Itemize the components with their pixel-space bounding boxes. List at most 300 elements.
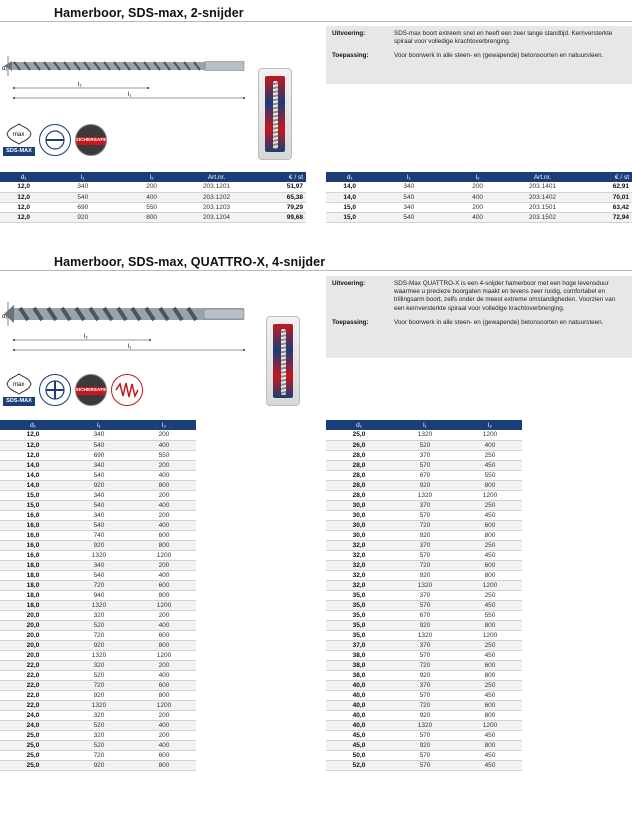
length-cell: 570 bbox=[392, 760, 458, 770]
diameter-cell: 45,0 bbox=[326, 740, 392, 750]
length-cell: 200 bbox=[132, 460, 196, 470]
article-number-cell: 203.1201 bbox=[185, 182, 248, 192]
diameter-cell: 12,0 bbox=[0, 450, 66, 460]
table-row bbox=[326, 500, 522, 510]
price-cell: 72,94 bbox=[574, 212, 632, 222]
length-cell: 600 bbox=[132, 750, 196, 760]
length-cell: 450 bbox=[458, 460, 522, 470]
length-cell: 370 bbox=[392, 590, 458, 600]
section2-title: Hamerboor, SDS-max, QUATTRO-X, 4-snijder bbox=[54, 255, 326, 269]
uitvoering-label: Uitvoering: bbox=[332, 280, 366, 287]
length-cell: 550 bbox=[458, 610, 522, 620]
length-cell: 720 bbox=[66, 580, 132, 590]
length-cell: 200 bbox=[132, 510, 196, 520]
diameter-cell: 28,0 bbox=[326, 470, 392, 480]
section2-size-table-left bbox=[0, 420, 196, 771]
sds-max-icon: max SDS-MAX bbox=[3, 372, 35, 406]
length-cell: 670 bbox=[392, 470, 458, 480]
product-package-image bbox=[266, 316, 300, 406]
section1-price-table-right bbox=[326, 172, 632, 223]
section2-title-rule bbox=[0, 270, 632, 271]
price-cell: 51,97 bbox=[248, 182, 306, 192]
length-cell: 320 bbox=[66, 660, 132, 670]
dim-d1-label: d₁ bbox=[2, 66, 8, 72]
length-cell: 540 bbox=[66, 470, 132, 480]
table-row bbox=[326, 710, 522, 720]
diameter-cell: 16,0 bbox=[0, 540, 66, 550]
length-cell: 800 bbox=[458, 530, 522, 540]
table-row bbox=[326, 700, 522, 710]
length-cell: 400 bbox=[458, 440, 522, 450]
length-cell: 540 bbox=[66, 500, 132, 510]
table-row bbox=[0, 182, 306, 192]
length-cell: 800 bbox=[132, 590, 196, 600]
length-cell: 340 bbox=[66, 460, 132, 470]
diameter-cell: 28,0 bbox=[326, 490, 392, 500]
diameter-cell: 35,0 bbox=[326, 620, 392, 630]
diameter-cell: 24,0 bbox=[0, 710, 66, 720]
length-cell: 200 bbox=[444, 182, 511, 192]
length-cell: 800 bbox=[458, 570, 522, 580]
diameter-cell: 28,0 bbox=[326, 480, 392, 490]
table-row bbox=[326, 570, 522, 580]
diameter-cell: 30,0 bbox=[326, 520, 392, 530]
diameter-cell: 35,0 bbox=[326, 610, 392, 620]
table-row bbox=[326, 202, 632, 212]
dim-l1-label: l₁ bbox=[128, 344, 132, 350]
length-cell: 720 bbox=[66, 630, 132, 640]
column-header: l₁ bbox=[47, 172, 118, 182]
length-cell: 1200 bbox=[458, 430, 522, 440]
table-row bbox=[0, 520, 196, 530]
table-row bbox=[326, 520, 522, 530]
article-number-cell: 203.1204 bbox=[185, 212, 248, 222]
diameter-cell: 32,0 bbox=[326, 560, 392, 570]
length-cell: 1320 bbox=[392, 720, 458, 730]
diameter-cell: 15,0 bbox=[0, 500, 66, 510]
length-cell: 250 bbox=[458, 680, 522, 690]
length-cell: 450 bbox=[458, 510, 522, 520]
length-cell: 320 bbox=[66, 730, 132, 740]
diameter-cell: 18,0 bbox=[0, 580, 66, 590]
table-row bbox=[0, 720, 196, 730]
length-cell: 920 bbox=[392, 670, 458, 680]
diameter-cell: 28,0 bbox=[326, 460, 392, 470]
table-row bbox=[0, 660, 196, 670]
product-package-image bbox=[258, 68, 292, 160]
length-cell: 570 bbox=[392, 750, 458, 760]
column-header: d₁ bbox=[0, 172, 47, 182]
diameter-cell: 38,0 bbox=[326, 650, 392, 660]
table-row bbox=[0, 570, 196, 580]
length-cell: 1320 bbox=[392, 580, 458, 590]
four-cutter-head-icon bbox=[39, 374, 71, 406]
article-number-cell: 203.1502 bbox=[511, 212, 574, 222]
sichersafe-icon: SICHERSAFE bbox=[75, 374, 107, 406]
length-cell: 250 bbox=[458, 540, 522, 550]
length-cell: 800 bbox=[132, 540, 196, 550]
length-cell: 570 bbox=[392, 510, 458, 520]
length-cell: 800 bbox=[132, 640, 196, 650]
length-cell: 920 bbox=[392, 570, 458, 580]
diameter-cell: 50,0 bbox=[326, 750, 392, 760]
diameter-cell: 12,0 bbox=[0, 212, 47, 222]
column-header: l₂ bbox=[118, 172, 185, 182]
diameter-cell: 14,0 bbox=[326, 192, 373, 202]
length-cell: 340 bbox=[66, 490, 132, 500]
table-row bbox=[326, 680, 522, 690]
diameter-cell: 20,0 bbox=[0, 630, 66, 640]
diameter-cell: 14,0 bbox=[326, 182, 373, 192]
length-cell: 570 bbox=[392, 600, 458, 610]
article-number-cell: 203.1203 bbox=[185, 202, 248, 212]
length-cell: 340 bbox=[47, 182, 118, 192]
table-row bbox=[0, 640, 196, 650]
table-row bbox=[0, 530, 196, 540]
diameter-cell: 30,0 bbox=[326, 530, 392, 540]
toepassing-text: Voor boorwerk in alle steen- en (gewapende) betonsoorten en natuursteen. bbox=[394, 318, 604, 326]
dim-l2-label: l₂ bbox=[78, 82, 82, 88]
length-cell: 450 bbox=[458, 600, 522, 610]
length-cell: 370 bbox=[392, 540, 458, 550]
diameter-cell: 40,0 bbox=[326, 680, 392, 690]
length-cell: 400 bbox=[132, 740, 196, 750]
length-cell: 920 bbox=[66, 480, 132, 490]
table-row bbox=[326, 590, 522, 600]
table-row bbox=[326, 640, 522, 650]
length-cell: 520 bbox=[66, 670, 132, 680]
diameter-cell: 15,0 bbox=[326, 202, 373, 212]
length-cell: 450 bbox=[458, 650, 522, 660]
diameter-cell: 52,0 bbox=[326, 760, 392, 770]
length-cell: 800 bbox=[118, 212, 185, 222]
length-cell: 720 bbox=[392, 560, 458, 570]
table-row bbox=[0, 430, 196, 440]
length-cell: 1200 bbox=[458, 720, 522, 730]
length-cell: 200 bbox=[132, 490, 196, 500]
table-row bbox=[0, 610, 196, 620]
table-row bbox=[326, 490, 522, 500]
column-header: l₂ bbox=[444, 172, 511, 182]
length-cell: 340 bbox=[66, 560, 132, 570]
table-row bbox=[0, 750, 196, 760]
table-row bbox=[0, 670, 196, 680]
diameter-cell: 35,0 bbox=[326, 600, 392, 610]
length-cell: 600 bbox=[132, 580, 196, 590]
length-cell: 200 bbox=[132, 730, 196, 740]
length-cell: 600 bbox=[132, 530, 196, 540]
length-cell: 540 bbox=[373, 192, 444, 202]
length-cell: 1320 bbox=[392, 430, 458, 440]
column-header: l₁ bbox=[392, 420, 458, 430]
table-row bbox=[0, 470, 196, 480]
length-cell: 250 bbox=[458, 450, 522, 460]
diameter-cell: 18,0 bbox=[0, 570, 66, 580]
diameter-cell: 30,0 bbox=[326, 500, 392, 510]
article-number-cell: 203.1501 bbox=[511, 202, 574, 212]
diameter-cell: 14,0 bbox=[0, 470, 66, 480]
table-row bbox=[0, 480, 196, 490]
length-cell: 800 bbox=[458, 620, 522, 630]
length-cell: 400 bbox=[444, 212, 511, 222]
table-row bbox=[0, 540, 196, 550]
length-cell: 450 bbox=[458, 760, 522, 770]
table-header-row bbox=[326, 172, 632, 182]
table-row bbox=[326, 690, 522, 700]
table-row bbox=[326, 460, 522, 470]
table-row bbox=[326, 480, 522, 490]
length-cell: 450 bbox=[458, 750, 522, 760]
dim-l1-label: l₁ bbox=[128, 92, 132, 98]
column-header: l₂ bbox=[458, 420, 522, 430]
section1-title-rule bbox=[0, 21, 632, 22]
dim-d1-label: d₁ bbox=[2, 314, 8, 320]
length-cell: 370 bbox=[392, 450, 458, 460]
article-number-cell: 203.1202 bbox=[185, 192, 248, 202]
section1-title: Hamerboor, SDS-max, 2-snijder bbox=[54, 6, 244, 20]
diameter-cell: 32,0 bbox=[326, 580, 392, 590]
length-cell: 200 bbox=[132, 610, 196, 620]
diameter-cell: 35,0 bbox=[326, 630, 392, 640]
length-cell: 400 bbox=[132, 500, 196, 510]
column-header: Art.nr. bbox=[511, 172, 574, 182]
length-cell: 1200 bbox=[132, 700, 196, 710]
length-cell: 800 bbox=[132, 760, 196, 770]
length-cell: 920 bbox=[47, 212, 118, 222]
length-cell: 800 bbox=[132, 480, 196, 490]
toepassing-text: Voor boorwerk in alle steen- en (gewapende) betonsoorten en natuursteen. bbox=[394, 52, 604, 60]
price-cell: 79,29 bbox=[248, 202, 306, 212]
diameter-cell: 18,0 bbox=[0, 600, 66, 610]
length-cell: 690 bbox=[47, 202, 118, 212]
table-row bbox=[0, 630, 196, 640]
section1-feature-icons bbox=[3, 122, 107, 156]
length-cell: 540 bbox=[66, 520, 132, 530]
length-cell: 200 bbox=[132, 560, 196, 570]
diameter-cell: 22,0 bbox=[0, 690, 66, 700]
diameter-cell: 24,0 bbox=[0, 720, 66, 730]
length-cell: 920 bbox=[66, 760, 132, 770]
table-row bbox=[326, 730, 522, 740]
length-cell: 570 bbox=[392, 650, 458, 660]
diameter-cell: 20,0 bbox=[0, 650, 66, 660]
length-cell: 520 bbox=[66, 720, 132, 730]
article-number-cell: 203.1401 bbox=[511, 182, 574, 192]
length-cell: 200 bbox=[132, 710, 196, 720]
table-row bbox=[0, 760, 196, 770]
drill-2-cutter-diagram bbox=[0, 50, 250, 102]
diameter-cell: 40,0 bbox=[326, 690, 392, 700]
price-cell: 63,42 bbox=[574, 202, 632, 212]
length-cell: 400 bbox=[132, 570, 196, 580]
length-cell: 720 bbox=[392, 700, 458, 710]
sds-max-icon: max SDS-MAX bbox=[3, 122, 35, 156]
diameter-cell: 37,0 bbox=[326, 640, 392, 650]
length-cell: 450 bbox=[458, 550, 522, 560]
table-row bbox=[326, 470, 522, 480]
diameter-cell: 18,0 bbox=[0, 590, 66, 600]
toepassing-label: Toepassing: bbox=[332, 318, 369, 326]
length-cell: 720 bbox=[392, 520, 458, 530]
length-cell: 600 bbox=[458, 700, 522, 710]
table-row bbox=[326, 660, 522, 670]
length-cell: 920 bbox=[392, 620, 458, 630]
table-header-row bbox=[0, 172, 306, 182]
length-cell: 1320 bbox=[66, 600, 132, 610]
length-cell: 540 bbox=[47, 192, 118, 202]
table-row bbox=[326, 550, 522, 560]
column-header: d₁ bbox=[326, 420, 392, 430]
length-cell: 400 bbox=[132, 470, 196, 480]
table-row bbox=[0, 440, 196, 450]
length-cell: 800 bbox=[458, 740, 522, 750]
diameter-cell: 14,0 bbox=[0, 460, 66, 470]
length-cell: 720 bbox=[66, 750, 132, 760]
table-row bbox=[326, 630, 522, 640]
length-cell: 550 bbox=[132, 450, 196, 460]
length-cell: 250 bbox=[458, 590, 522, 600]
diameter-cell: 32,0 bbox=[326, 550, 392, 560]
table-row bbox=[326, 760, 522, 770]
length-cell: 800 bbox=[132, 690, 196, 700]
toepassing-label: Toepassing: bbox=[332, 52, 369, 60]
length-cell: 250 bbox=[458, 640, 522, 650]
length-cell: 450 bbox=[458, 730, 522, 740]
diameter-cell: 22,0 bbox=[0, 670, 66, 680]
diameter-cell: 28,0 bbox=[326, 450, 392, 460]
diameter-cell: 25,0 bbox=[326, 430, 392, 440]
uitvoering-label: Uitvoering: bbox=[332, 30, 366, 37]
length-cell: 570 bbox=[392, 550, 458, 560]
diameter-cell: 16,0 bbox=[0, 530, 66, 540]
diameter-cell: 16,0 bbox=[0, 520, 66, 530]
length-cell: 200 bbox=[444, 202, 511, 212]
table-row bbox=[0, 510, 196, 520]
diameter-cell: 35,0 bbox=[326, 590, 392, 600]
table-row bbox=[326, 610, 522, 620]
table-row bbox=[0, 212, 306, 222]
diameter-cell: 15,0 bbox=[326, 212, 373, 222]
length-cell: 670 bbox=[392, 610, 458, 620]
table-row bbox=[326, 650, 522, 660]
diameter-cell: 12,0 bbox=[0, 182, 47, 192]
table-row bbox=[326, 530, 522, 540]
length-cell: 920 bbox=[66, 690, 132, 700]
diameter-cell: 16,0 bbox=[0, 510, 66, 520]
diameter-cell: 12,0 bbox=[0, 440, 66, 450]
length-cell: 340 bbox=[66, 430, 132, 440]
diameter-cell: 14,0 bbox=[0, 480, 66, 490]
table-row bbox=[326, 540, 522, 550]
table-header-row bbox=[0, 420, 196, 430]
length-cell: 400 bbox=[132, 520, 196, 530]
price-cell: 70,01 bbox=[574, 192, 632, 202]
price-cell: 65,38 bbox=[248, 192, 306, 202]
table-row bbox=[326, 580, 522, 590]
table-row bbox=[326, 450, 522, 460]
column-header: € / st bbox=[574, 172, 632, 182]
length-cell: 720 bbox=[66, 680, 132, 690]
table-row bbox=[0, 680, 196, 690]
length-cell: 1320 bbox=[66, 550, 132, 560]
uitvoering-text: SDS-max boort extreem snel en heeft een zeer lange standtijd. Kernversterkte spiraal voor volledige krachtoverbrenging. bbox=[394, 30, 613, 46]
price-cell: 99,68 bbox=[248, 212, 306, 222]
column-header: l₂ bbox=[132, 420, 196, 430]
length-cell: 1200 bbox=[458, 630, 522, 640]
length-cell: 1320 bbox=[392, 490, 458, 500]
length-cell: 550 bbox=[118, 202, 185, 212]
table-row bbox=[0, 192, 306, 202]
length-cell: 920 bbox=[392, 530, 458, 540]
length-cell: 600 bbox=[458, 660, 522, 670]
length-cell: 400 bbox=[444, 192, 511, 202]
length-cell: 400 bbox=[132, 620, 196, 630]
table-row bbox=[0, 202, 306, 212]
table-row bbox=[326, 430, 522, 440]
length-cell: 340 bbox=[373, 202, 444, 212]
length-cell: 540 bbox=[373, 212, 444, 222]
diameter-cell: 32,0 bbox=[326, 540, 392, 550]
table-row bbox=[0, 580, 196, 590]
sichersafe-icon: SICHERSAFE bbox=[75, 124, 107, 156]
length-cell: 690 bbox=[66, 450, 132, 460]
length-cell: 920 bbox=[392, 480, 458, 490]
table-row bbox=[326, 620, 522, 630]
length-cell: 600 bbox=[458, 520, 522, 530]
length-cell: 800 bbox=[458, 480, 522, 490]
column-header: Art.nr. bbox=[185, 172, 248, 182]
diameter-cell: 25,0 bbox=[0, 730, 66, 740]
table-row bbox=[0, 730, 196, 740]
length-cell: 1320 bbox=[66, 650, 132, 660]
low-vibration-icon bbox=[111, 374, 143, 406]
length-cell: 520 bbox=[66, 740, 132, 750]
table-row bbox=[0, 650, 196, 660]
diameter-cell: 40,0 bbox=[326, 710, 392, 720]
svg-text:max: max bbox=[13, 132, 25, 138]
table-row bbox=[0, 460, 196, 470]
length-cell: 720 bbox=[392, 660, 458, 670]
length-cell: 400 bbox=[118, 192, 185, 202]
length-cell: 1200 bbox=[132, 550, 196, 560]
length-cell: 400 bbox=[132, 720, 196, 730]
length-cell: 920 bbox=[392, 710, 458, 720]
table-row bbox=[0, 710, 196, 720]
length-cell: 370 bbox=[392, 680, 458, 690]
length-cell: 1200 bbox=[132, 650, 196, 660]
length-cell: 940 bbox=[66, 590, 132, 600]
length-cell: 400 bbox=[132, 440, 196, 450]
length-cell: 320 bbox=[66, 710, 132, 720]
length-cell: 370 bbox=[392, 500, 458, 510]
table-row bbox=[326, 440, 522, 450]
diameter-cell: 40,0 bbox=[326, 720, 392, 730]
length-cell: 920 bbox=[66, 640, 132, 650]
section2-feature-icons bbox=[3, 372, 143, 406]
column-header: d₁ bbox=[326, 172, 373, 182]
uitvoering-text: SDS-Max QUATTRO-X is een 4-snijder hamerboor met een hoge levensduur waarmee u precieze boorgaten maakt en tevens zeer rustig, comfortabel en trillingsarm boort, zelfs onder de meest extreme omstandigheden. Voorzien van een kernversterkte spiraal voor volledige krachtoverbrenging. bbox=[394, 280, 616, 312]
table-row bbox=[326, 192, 632, 202]
length-cell: 200 bbox=[118, 182, 185, 192]
table-row bbox=[0, 550, 196, 560]
table-row bbox=[0, 560, 196, 570]
table-row bbox=[0, 620, 196, 630]
diameter-cell: 25,0 bbox=[0, 760, 66, 770]
table-row bbox=[326, 212, 632, 222]
article-number-cell: 203.1402 bbox=[511, 192, 574, 202]
price-cell: 62,91 bbox=[574, 182, 632, 192]
column-header: € / st bbox=[248, 172, 306, 182]
